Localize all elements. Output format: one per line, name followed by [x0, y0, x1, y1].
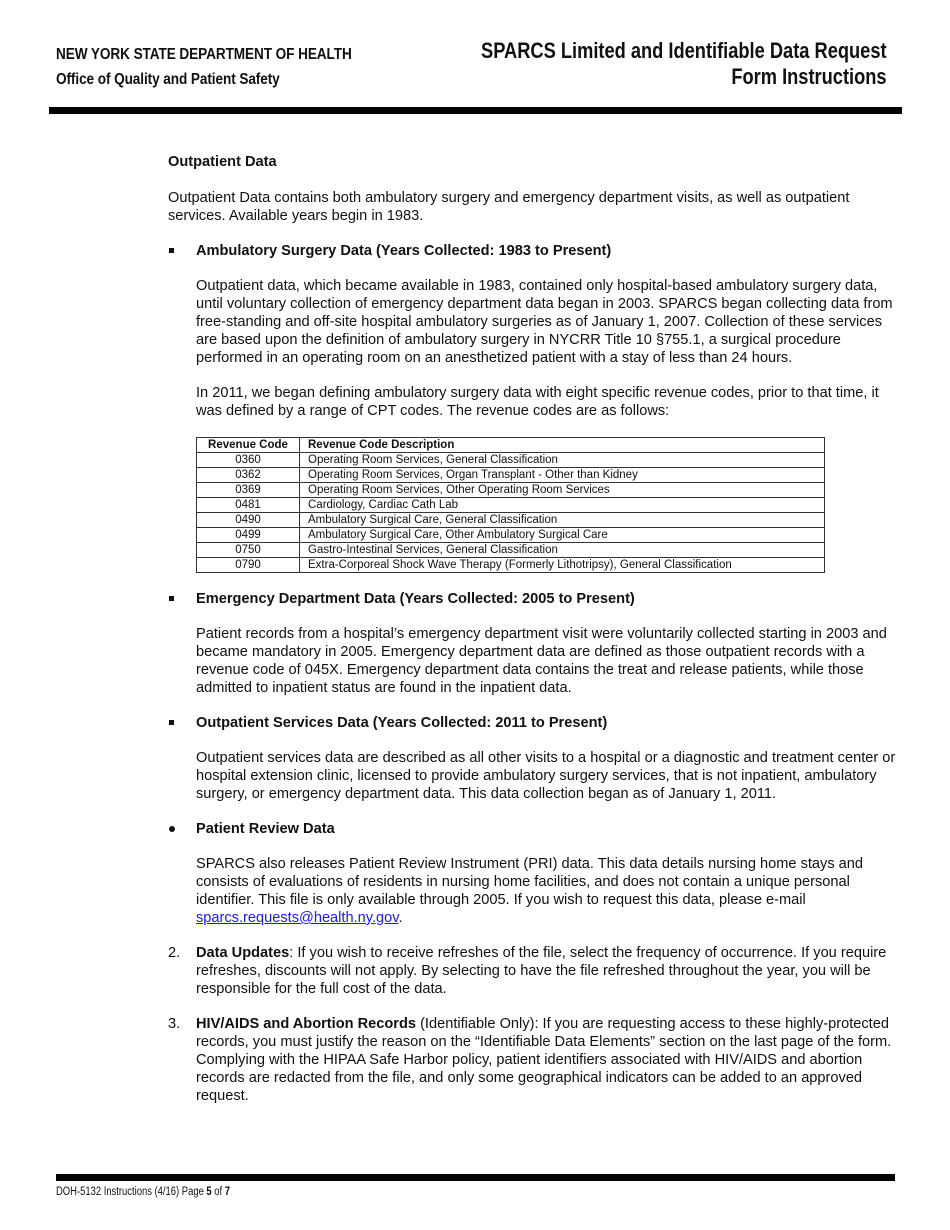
revenue-description: Operating Room Services, Organ Transplant - Other than Kidney — [300, 468, 825, 483]
table-row — [197, 543, 825, 558]
paragraph: In 2011, we began defining ambulatory surgery data with eight specific revenue codes, prior to that time, it was defined by a range of CPT codes. The revenue codes are as follows: — [196, 385, 879, 419]
item-bold-label: Data Updates — [196, 945, 290, 961]
numbered-item-data-updates — [168, 944, 898, 998]
email-link[interactable]: sparcs.requests@health.ny.gov — [196, 910, 399, 926]
revenue-code: 0360 — [197, 453, 300, 468]
office-name: Office of Quality and Patient Safety — [56, 71, 280, 88]
bullet-body-patient-review — [196, 855, 898, 927]
page-content — [168, 153, 898, 1122]
bullet-ambulatory-surgery — [168, 242, 898, 260]
table-row — [197, 453, 825, 468]
bullet-emergency-department — [168, 590, 898, 608]
revenue-description: Ambulatory Surgical Care, General Classification — [300, 513, 825, 528]
page-of: of — [211, 1186, 225, 1198]
revenue-description: Operating Room Services, Other Operating Room Services — [300, 483, 825, 498]
paragraph: Outpatient services data are described as all other visits to a hospital or a diagnostic and treatment center or hospital extension clinic, licensed to provide ambulatory surgery services, that is not inpatient, ambulatory surgery, or emergency department data. This data collection began as of January 1, 2011. — [196, 750, 896, 802]
bullet-heading: Outpatient Services Data (Years Collected: 2011 to Present) — [196, 715, 608, 731]
table-row — [197, 468, 825, 483]
revenue-code: 0362 — [197, 468, 300, 483]
bullet-heading: Emergency Department Data (Years Collected: 2005 to Present) — [196, 591, 635, 607]
form-title-line1: SPARCS Limited and Identifiable Data Request — [481, 38, 887, 63]
form-title — [481, 38, 887, 90]
revenue-code-table — [196, 437, 825, 573]
bullet-outpatient-services — [168, 714, 898, 732]
column-header-description: Revenue Code Description — [300, 438, 825, 453]
item-number: 3. — [168, 1016, 181, 1032]
paragraph-text: SPARCS also releases Patient Review Instrument (PRI) data. This data details nursing home stays and consists of evaluations of residents in nursing home facilities, and does not contain a unique personal identifier. This file is only available through 2005. If you wish to request this data, please e-mail — [196, 856, 864, 908]
form-title-line2: Form Instructions — [731, 64, 887, 89]
bullet-heading: Ambulatory Surgery Data (Years Collected: 1983 to Present) — [196, 243, 612, 259]
revenue-description: Operating Room Services, General Classification — [300, 453, 825, 468]
footer-divider — [56, 1174, 895, 1181]
bullet-heading: Patient Review Data — [196, 821, 335, 837]
table-header-row — [197, 438, 825, 453]
paragraph: Patient records from a hospital’s emergency department visit were voluntarily collected starting in 2003 and became mandatory in 2005. Emergency department data are defined as those outpatient records with a revenue code of 045X. Emergency department data contains the treat and release patients, while those admitted to inpatient status are found in the inpatient data. — [196, 626, 887, 696]
numbered-item-hiv-aids — [168, 1015, 898, 1105]
revenue-code: 0750 — [197, 543, 300, 558]
revenue-description: Cardiology, Cardiac Cath Lab — [300, 498, 825, 513]
table-row — [197, 498, 825, 513]
page-number: 5 — [206, 1186, 212, 1198]
page-footer — [56, 1186, 230, 1198]
department-header — [56, 42, 352, 92]
revenue-description: Gastro-Intestinal Services, General Classification — [300, 543, 825, 558]
item-bold-label: HIV/AIDS and Abortion Records — [196, 1016, 417, 1032]
bullet-body-outpatient-services — [196, 749, 898, 803]
revenue-code: 0499 — [197, 528, 300, 543]
form-id: DOH-5132 Instructions (4/16) Page — [56, 1186, 207, 1198]
section-title: Outpatient Data — [168, 154, 277, 170]
revenue-description: Extra-Corporeal Shock Wave Therapy (Formerly Lithotripsy), General Classification — [300, 558, 825, 573]
paragraph — [196, 855, 898, 927]
header-divider — [49, 107, 902, 114]
section-intro: Outpatient Data contains both ambulatory surgery and emergency department visits, as well as outpatient services. Available years begin in 1983. — [168, 190, 850, 224]
revenue-code: 0481 — [197, 498, 300, 513]
table-row — [197, 528, 825, 543]
column-header-code: Revenue Code — [197, 438, 300, 453]
bullet-body-emergency — [196, 625, 898, 697]
page-total: 7 — [224, 1186, 231, 1198]
item-number: 2. — [168, 945, 181, 961]
item-text: : If you wish to receive refreshes of the file, select the frequency of occurrence. If you require refreshes, discounts will not apply. By selecting to have the file refreshed throughout the year, you will be responsible for the full cost of the data. — [196, 945, 887, 997]
revenue-code: 0369 — [197, 483, 300, 498]
revenue-code: 0490 — [197, 513, 300, 528]
table-row — [197, 513, 825, 528]
bullet-body-ambulatory — [196, 277, 898, 420]
revenue-code: 0790 — [197, 558, 300, 573]
table-row — [197, 483, 825, 498]
paragraph-end: . — [398, 910, 403, 926]
paragraph: Outpatient data, which became available in 1983, contained only hospital-based ambulatory surgery data, until voluntary collection of emergency department data began in 2003. SPARCS began collecting data from free-standing and off-site hospital ambulatory surgeries as of January 1, 2007. Collection of these services are based upon the definition of ambulatory surgery in NYCRR Title 10 §755.1, a surgical procedure performed in an operating room on an anesthetized patient with a stay of less than 24 hours. — [196, 278, 893, 366]
item-text: (Identifiable Only): If you are requesting access to these highly-protected records, you must justify the reason on the “Identifiable Data Elements” section on the last page of the form. Complying with the HIPAA Safe Harbor policy, patient identifiers associated with HIV/AIDS and abortion records are redacted from the file, and only some geographical indicators can be added to an approved request. — [196, 1016, 892, 1104]
bullet-patient-review — [168, 820, 898, 838]
department-name: NEW YORK STATE DEPARTMENT OF HEALTH — [56, 46, 352, 63]
table-row — [197, 558, 825, 573]
revenue-description: Ambulatory Surgical Care, Other Ambulatory Surgical Care — [300, 528, 825, 543]
